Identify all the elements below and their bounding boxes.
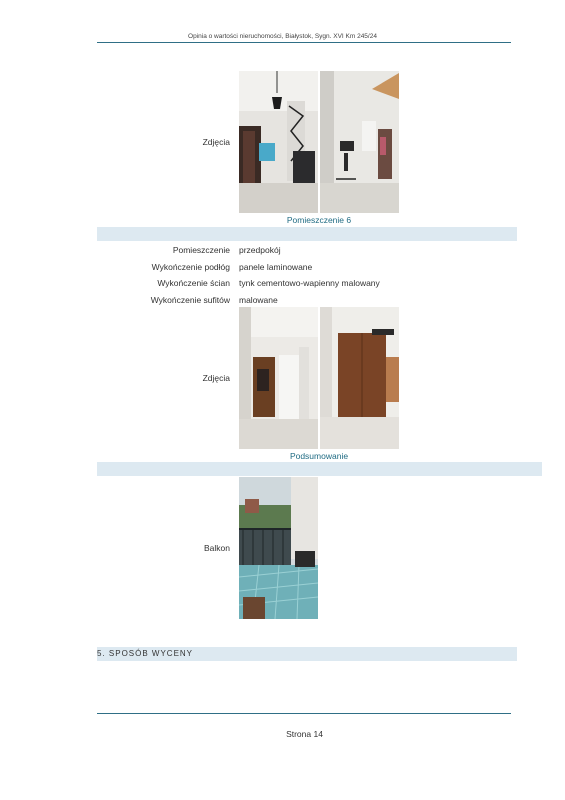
room6-title: Pomieszczenie 6 [286, 215, 352, 225]
section5-title: 5. SPOSÓB WYCENY [97, 649, 194, 658]
wall-finish-value: tynk cementowo-wapienny malowany [239, 278, 380, 288]
balcony-label: Balkon [204, 543, 230, 553]
ceiling-finish-value: malowane [239, 295, 278, 305]
ceiling-finish-label: Wykończenie sufitów [150, 295, 230, 305]
floor-finish-value: panele laminowane [239, 262, 313, 272]
photos-label-2: Zdjęcia [202, 373, 230, 383]
wall-finish-label: Wykończenie ścian [157, 278, 230, 288]
balcony-photo [239, 477, 318, 619]
footer-rule [97, 713, 511, 714]
room-value: przedpokój [239, 245, 281, 255]
document-header: Opinia o wartości nieruchomości, Białystok, Sygn. XVI Km 245/24 [188, 33, 377, 40]
summary-band [97, 462, 542, 476]
hall-photo-left [239, 307, 318, 449]
hall-photo-right [320, 307, 399, 449]
summary-title: Podsumowanie [289, 451, 349, 461]
room-label: Pomieszczenie [172, 245, 230, 255]
room-photo-left [239, 71, 318, 213]
section-band [97, 227, 517, 241]
photos-label: Zdjęcia [202, 137, 230, 147]
page-number: Strona 14 [286, 729, 323, 739]
floor-finish-label: Wykończenie podłóg [151, 262, 230, 272]
header-rule [97, 42, 511, 43]
room-photo-right [320, 71, 399, 213]
